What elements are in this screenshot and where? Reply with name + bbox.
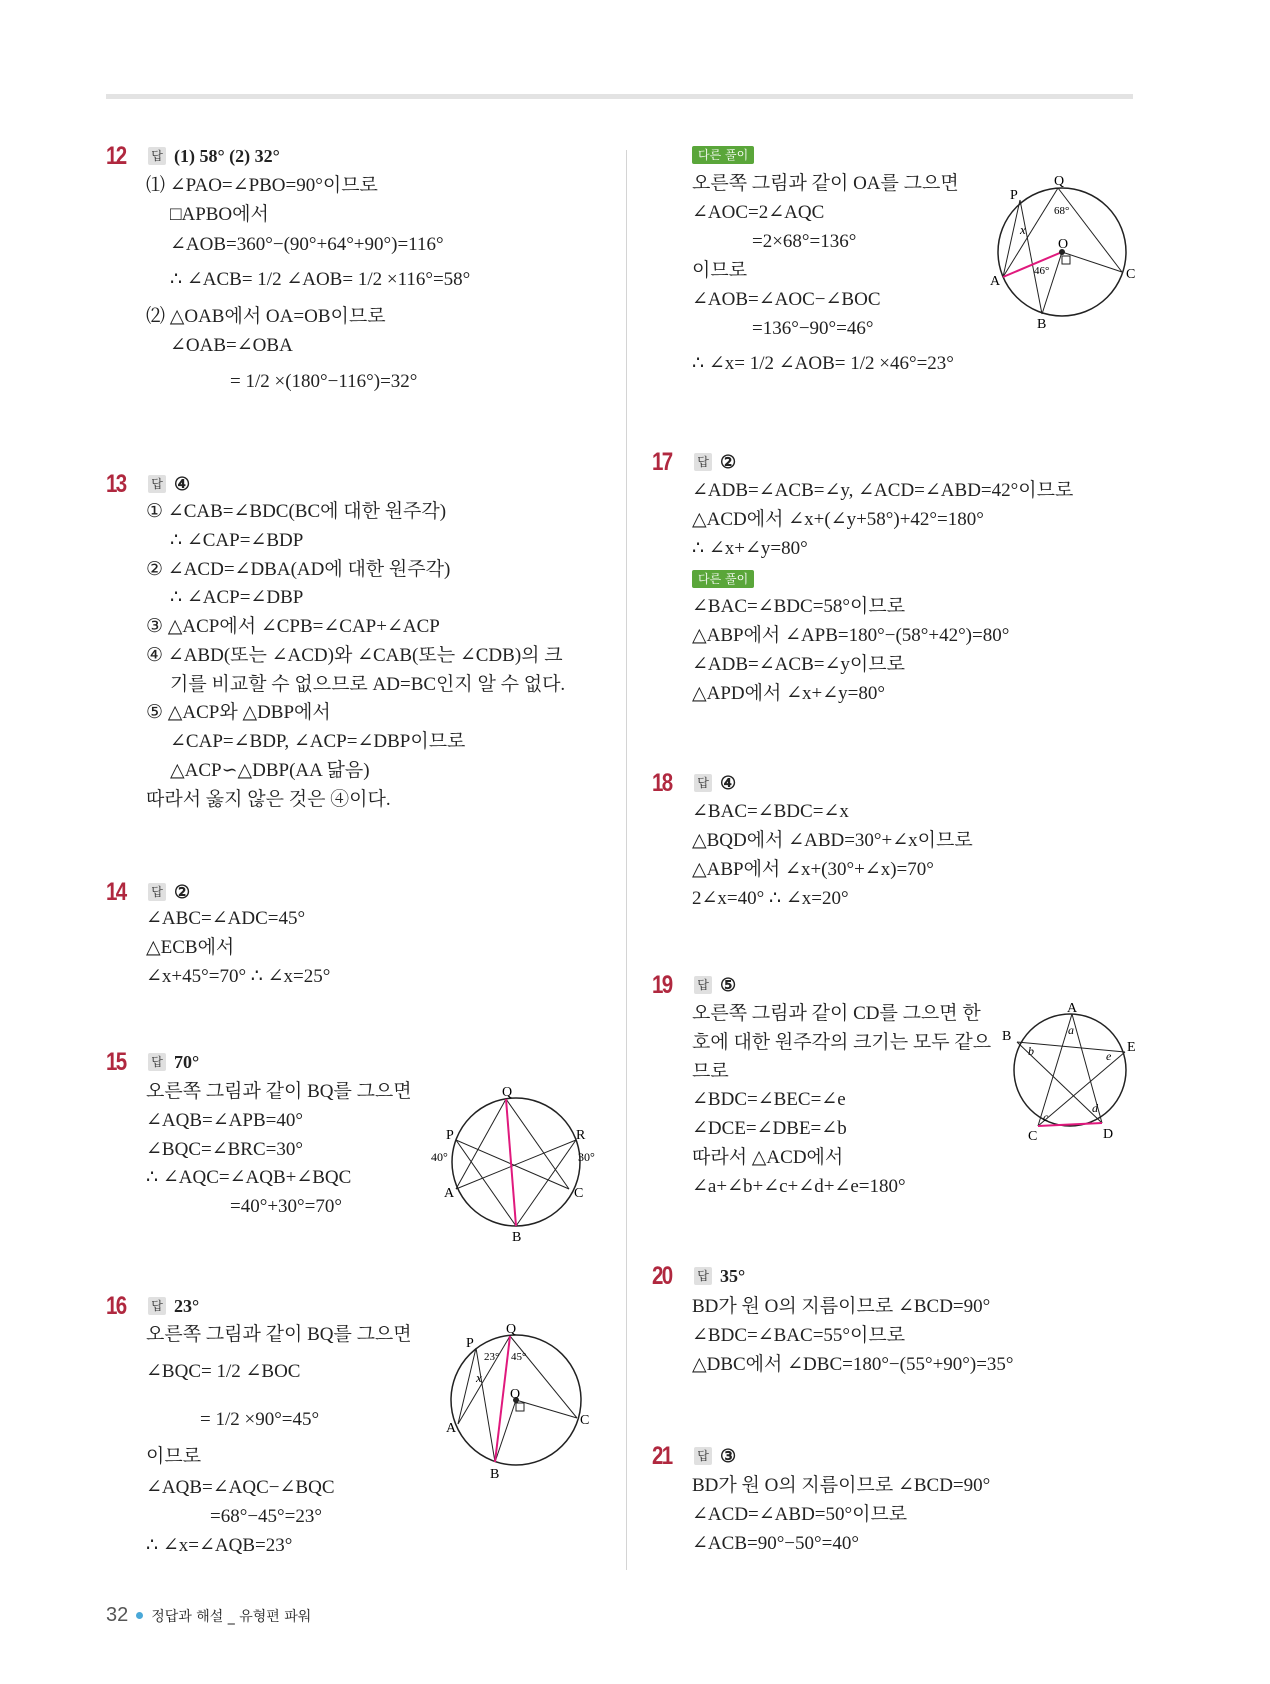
solution-line: ② ∠ACD=∠DBA(AD에 대한 원주각) xyxy=(146,559,451,580)
point-label: E xyxy=(1127,1040,1136,1055)
column-divider xyxy=(626,150,627,1570)
angle-label: 46° xyxy=(1034,265,1050,277)
answer xyxy=(694,452,736,473)
angle-label: d xyxy=(1092,1101,1098,1115)
solution-line: ∠ADB=∠ACB=∠y이므로 xyxy=(692,654,905,675)
problem-number: 17 xyxy=(652,448,672,476)
answer xyxy=(694,773,736,794)
solution-line: 오른쪽 그림과 같이 BQ를 그으면 xyxy=(146,1081,412,1102)
solution-line: △ACD에서 ∠x+(∠y+58°)+42°=180° xyxy=(692,509,984,530)
solution-line: ∠ACB=90°−50°=40° xyxy=(692,1533,859,1554)
solution-line: 따라서 옳지 않은 것은 ④이다. xyxy=(146,789,391,810)
angle-label: 40° xyxy=(431,1150,448,1164)
point-label: A xyxy=(444,1186,455,1201)
angle-label: c xyxy=(1043,1110,1049,1124)
problem-number: 14 xyxy=(106,878,126,906)
solution-line: □APBO에서 xyxy=(170,204,269,225)
solution-line: ∠OAB=∠OBA xyxy=(170,335,293,356)
solution-line: △ABP에서 ∠APB=180°−(58°+42°)=80° xyxy=(692,625,1010,646)
point-label: B xyxy=(1037,317,1047,332)
point-label: C xyxy=(574,1186,584,1201)
solution-line: ⑵ △OAB에서 OA=OB이므로 xyxy=(146,306,386,327)
solution-line: △ECB에서 xyxy=(146,937,235,958)
solution-line: ③ △ACP에서 ∠CPB=∠CAP+∠ACP xyxy=(146,616,440,637)
solution-line: 오른쪽 그림과 같이 OA를 그으면 xyxy=(692,173,959,194)
point-label: C xyxy=(1028,1129,1038,1144)
footer-dot-icon xyxy=(136,1612,143,1619)
solution-line: 오른쪽 그림과 같이 BQ를 그으면 xyxy=(146,1324,412,1345)
solution-line: 이므로 xyxy=(692,260,748,281)
answer-label: 답 xyxy=(694,1267,712,1285)
angle-label: e xyxy=(1106,1049,1112,1063)
solution-line: 오른쪽 그림과 같이 CD를 그으면 한 xyxy=(692,1003,981,1024)
solution-line: ∴ ∠x=∠AQB=23° xyxy=(146,1535,293,1556)
answer xyxy=(148,146,280,167)
solution-line: 2∠x=40° ∴ ∠x=20° xyxy=(692,888,849,909)
answer-value: 35° xyxy=(720,1266,746,1286)
angle-label: 30° xyxy=(578,1150,595,1164)
answer xyxy=(694,1446,736,1467)
solution-line: =40°+30°=70° xyxy=(230,1196,342,1217)
solution-line: ∠ABC=∠ADC=45° xyxy=(146,908,306,929)
solution-line: ∠BAC=∠BDC=58°이므로 xyxy=(692,596,906,617)
solution-line: ∠CAP=∠BDP, ∠ACP=∠DBP이므로 xyxy=(170,731,466,752)
problem-number: 21 xyxy=(652,1442,672,1470)
footer-title: 정답과 해설 _ 유형편 파워 xyxy=(151,1609,312,1625)
solution-line: ∠AOC=2∠AQC xyxy=(692,202,825,223)
answer-label: 답 xyxy=(148,1297,166,1315)
point-label: R xyxy=(576,1128,586,1143)
header-rule xyxy=(106,94,1133,99)
answer-value: ② xyxy=(720,452,737,472)
solution-line: ∴ ∠CAP=∠BDP xyxy=(170,530,304,551)
point-label: B xyxy=(490,1467,500,1482)
solution-line: △ACP∽△DBP(AA 닮음) xyxy=(170,760,370,781)
angle-label: x xyxy=(1020,222,1026,237)
point-label: P xyxy=(446,1128,454,1143)
answer-label: 답 xyxy=(694,453,712,471)
answer-value: 23° xyxy=(174,1296,200,1316)
answer-value: 70° xyxy=(174,1052,200,1072)
page-number: 32 xyxy=(106,1604,129,1626)
solution-line: =136°−90°=46° xyxy=(752,318,874,339)
solution-line: ∠ADB=∠ACB=∠y, ∠ACD=∠ABD=42°이므로 xyxy=(692,480,1074,501)
point-label: P xyxy=(1010,188,1018,203)
figure-19 xyxy=(1000,1002,1140,1142)
angle-label: 68° xyxy=(1054,205,1070,217)
problem-number: 15 xyxy=(106,1048,126,1076)
point-label: Q xyxy=(502,1085,513,1100)
angle-label: b xyxy=(1028,1044,1034,1058)
solution-line: ⑤ △ACP와 △DBP에서 xyxy=(146,702,331,723)
solution-line: 므로 xyxy=(692,1061,729,1082)
point-label: O xyxy=(1058,237,1069,252)
solution-line: △ABP에서 ∠x+(30°+∠x)=70° xyxy=(692,859,934,880)
point-label: B xyxy=(1002,1029,1012,1044)
answer-value: ④ xyxy=(720,773,737,793)
figure-15 xyxy=(426,1085,606,1245)
solution-line: ∴ ∠AQC=∠AQB+∠BQC xyxy=(146,1167,352,1188)
answer xyxy=(148,1296,199,1317)
answer-label: 답 xyxy=(694,774,712,792)
answer xyxy=(148,882,190,903)
solution-line: = 1/2 ×(180°−116°)=32° xyxy=(230,371,418,392)
answer-value: (1) 58° (2) 32° xyxy=(174,146,280,166)
alt-solution-badge: 다른 풀이 xyxy=(692,570,754,588)
problem-number: 12 xyxy=(106,142,126,170)
solution-line: 이므로 xyxy=(146,1446,202,1467)
solution-line: BD가 원 O의 지름이므로 ∠BCD=90° xyxy=(692,1475,991,1496)
angle-label: 45° xyxy=(511,1351,527,1363)
problem-number: 13 xyxy=(106,470,126,498)
answer-value: ② xyxy=(174,882,191,902)
point-label: A xyxy=(446,1421,457,1436)
solution-line: △APD에서 ∠x+∠y=80° xyxy=(692,683,885,704)
solution-line: ⑴ ∠PAO=∠PBO=90°이므로 xyxy=(146,175,378,196)
solution-line: ∠AQB=∠AQC−∠BQC xyxy=(146,1477,335,1498)
solution-line: ∠BQC= 1/2 ∠BOC xyxy=(146,1361,301,1382)
solution-line: ① ∠CAB=∠BDC(BC에 대한 원주각) xyxy=(146,501,447,522)
answer-label: 답 xyxy=(148,147,166,165)
solution-line: =2×68°=136° xyxy=(752,231,857,252)
point-label: B xyxy=(512,1230,522,1245)
alt-solution-badge: 다른 풀이 xyxy=(692,146,754,164)
solution-line: = 1/2 ×90°=45° xyxy=(200,1409,320,1430)
solution-line: ∠BQC=∠BRC=30° xyxy=(146,1139,303,1160)
solution-line: ∠BDC=∠BAC=55°이므로 xyxy=(692,1325,906,1346)
solution-line: △BQD에서 ∠ABD=30°+∠x이므로 xyxy=(692,830,973,851)
solution-line: ∴ ∠x= 1/2 ∠AOB= 1/2 ×46°=23° xyxy=(692,353,954,374)
problem-number: 19 xyxy=(652,971,672,999)
solution-line: BD가 원 O의 지름이므로 ∠BCD=90° xyxy=(692,1296,991,1317)
point-label: A xyxy=(1067,1001,1078,1016)
answer xyxy=(694,1266,745,1287)
solution-line: 호에 대한 원주각의 크기는 모두 같으 xyxy=(692,1032,992,1053)
angle-label: 23° xyxy=(484,1351,500,1363)
solution-line: ④ ∠ABD(또는 ∠ACD)와 ∠CAB(또는 ∠CDB)의 크 xyxy=(146,645,563,666)
figure-alt-16 xyxy=(990,172,1140,332)
answer-label: 답 xyxy=(694,1447,712,1465)
answer-label: 답 xyxy=(148,475,166,493)
solution-line: 기를 비교할 수 없으므로 AD=BC인지 알 수 없다. xyxy=(170,674,566,695)
angle-label: a xyxy=(1068,1023,1074,1037)
answer xyxy=(148,474,190,495)
answer-value: ④ xyxy=(174,474,191,494)
point-label: D xyxy=(1103,1127,1114,1142)
problem-number: 18 xyxy=(652,769,672,797)
solution-line: ∴ ∠ACB= 1/2 ∠AOB= 1/2 ×116°=58° xyxy=(170,269,471,290)
point-label: A xyxy=(990,274,1001,289)
answer-label: 답 xyxy=(148,1053,166,1071)
point-label: P xyxy=(466,1336,474,1351)
problem-number: 20 xyxy=(652,1262,672,1290)
solution-line: ∠a+∠b+∠c+∠d+∠e=180° xyxy=(692,1176,906,1197)
solution-line: △DBC에서 ∠DBC=180°−(55°+90°)=35° xyxy=(692,1354,1014,1375)
point-label: Q xyxy=(506,1322,517,1337)
answer xyxy=(148,1052,199,1073)
answer-label: 답 xyxy=(694,976,712,994)
point-label: C xyxy=(580,1413,590,1428)
answer-value: ③ xyxy=(720,1446,737,1466)
point-label: C xyxy=(1126,267,1136,282)
solution-line: 따라서 △ACD에서 xyxy=(692,1147,844,1168)
solution-line: ∠BAC=∠BDC=∠x xyxy=(692,801,849,822)
solution-line: ∠ACD=∠ABD=50°이므로 xyxy=(692,1504,908,1525)
problem-number: 16 xyxy=(106,1292,126,1320)
solution-line: ∠AQB=∠APB=40° xyxy=(146,1110,303,1131)
angle-label: x xyxy=(476,1370,482,1385)
solution-line: ∴ ∠ACP=∠DBP xyxy=(170,587,304,608)
page-footer xyxy=(106,1604,311,1627)
solution-line: ∠AOB=∠AOC−∠BOC xyxy=(692,289,881,310)
solution-line: ∠DCE=∠DBE=∠b xyxy=(692,1118,847,1139)
solution-line: ∴ ∠x+∠y=80° xyxy=(692,538,808,559)
point-label: Q xyxy=(1054,174,1065,189)
answer xyxy=(694,975,736,996)
figure-16 xyxy=(446,1320,596,1482)
point-label: O xyxy=(510,1387,521,1402)
solution-line: ∠x+45°=70° ∴ ∠x=25° xyxy=(146,966,331,987)
answer-label: 답 xyxy=(148,883,166,901)
solution-line: =68°−45°=23° xyxy=(210,1506,322,1527)
solution-line: ∠AOB=360°−(90°+64°+90°)=116° xyxy=(170,234,444,255)
solution-line: ∠BDC=∠BEC=∠e xyxy=(692,1089,846,1110)
answer-value: ⑤ xyxy=(720,975,737,995)
